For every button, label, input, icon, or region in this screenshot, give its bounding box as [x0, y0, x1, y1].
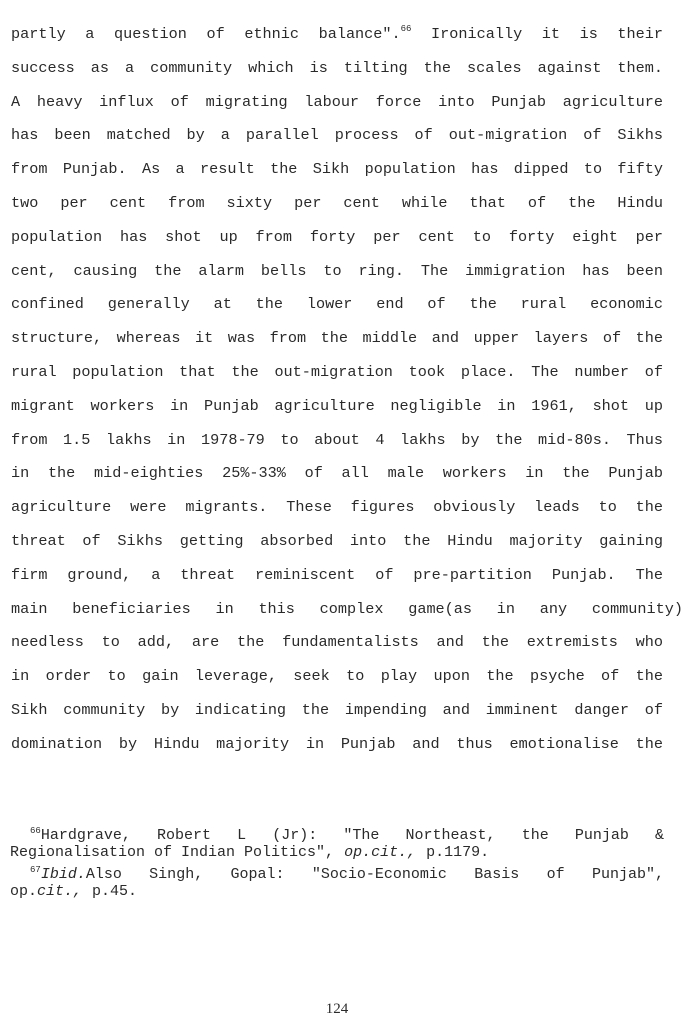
- footnote-italic-text: cit.,: [37, 883, 83, 900]
- footnote-66: [10, 827, 664, 861]
- body-line-17: firm ground, a threat reminiscent of pre-partition Punjab. The: [11, 565, 663, 584]
- footnote-text: Hardgrave, Robert L (Jr): "The Northeast, the Punjab &: [40, 827, 664, 844]
- body-line-1: [11, 20, 663, 54]
- footnote-number: 67: [30, 865, 41, 875]
- footnotes: [10, 827, 664, 905]
- body-line-12: migrant workers in Punjab agriculture negligible in 1961, shot up: [11, 396, 663, 415]
- footnote-line: [10, 883, 664, 900]
- body-text-segment: Ironically it is their: [411, 25, 664, 43]
- footnote-text: op.: [10, 883, 38, 900]
- footnote-italic-text: op.cit.,: [344, 844, 417, 861]
- body-line-9: confined generally at the lower end of the rural economic: [11, 295, 663, 314]
- body-line-7: population has shot up from forty per cent to forty eight per: [11, 227, 663, 246]
- footnote-text: Regionalisation of Indian Politics",: [10, 844, 335, 861]
- body-line-14: in the mid-eighties 25%-33% of all male workers in the Punjab: [11, 464, 663, 483]
- page-number: 124: [325, 1001, 349, 1017]
- body-line-5: from Punjab. As a result the Sikh population has dipped to fifty: [11, 160, 663, 179]
- body-line-13: from 1.5 lakhs in 1978-79 to about 4 lakhs by the mid-80s. Thus: [11, 430, 663, 449]
- footnote-67: [10, 866, 664, 900]
- body-line-3: A heavy influx of migrating labour force into Punjab agriculture: [11, 92, 663, 111]
- body-line-19: needless to add, are the fundamentalists and the extremists who: [11, 633, 663, 652]
- body-text: [11, 20, 683, 764]
- body-line-6: two per cent from sixty per cent while that of the Hindu: [11, 193, 663, 212]
- body-line-8: cent, causing the alarm bells to ring. The immigration has been: [11, 261, 663, 280]
- body-line-22: domination by Hindu majority in Punjab and thus emotionalise the: [11, 734, 663, 753]
- body-line-11: rural population that the out-migration took place. The number of: [11, 362, 663, 381]
- footnote-italic-text: Ibid.: [40, 866, 86, 883]
- body-text-segment: partly a question of ethnic balance".: [11, 25, 401, 43]
- footnote-text: Also Singh, Gopal: "Socio-Economic Basis of Punjab",: [85, 866, 664, 883]
- body-line-16: threat of Sikhs getting absorbed into the Hindu majority gaining: [11, 531, 663, 550]
- body-line-2: success as a community which is tilting the scales against them.: [11, 58, 663, 77]
- footnote-number: 66: [30, 826, 41, 836]
- body-line-10: structure, whereas it was from the middle and upper layers of the: [11, 329, 663, 348]
- footnote-line: [10, 844, 664, 861]
- footnote-text: p.45.: [92, 883, 138, 900]
- footnote-text: p.1179.: [426, 844, 490, 861]
- body-line-21: Sikh community by indicating the impending and imminent danger of: [11, 700, 663, 719]
- body-line-20: in order to gain leverage, seek to play upon the psyche of the: [11, 667, 663, 686]
- body-line-18: main beneficiaries in this complex game(as in any community): [11, 599, 683, 618]
- footnote-line: [10, 866, 664, 883]
- body-line-4: has been matched by a parallel process of out-migration of Sikhs: [11, 126, 663, 145]
- body-line-15: agriculture were migrants. These figures obviously leads to the: [11, 498, 663, 517]
- footnote-line: [10, 827, 664, 844]
- footnote-reference-66[interactable]: 66: [400, 24, 412, 34]
